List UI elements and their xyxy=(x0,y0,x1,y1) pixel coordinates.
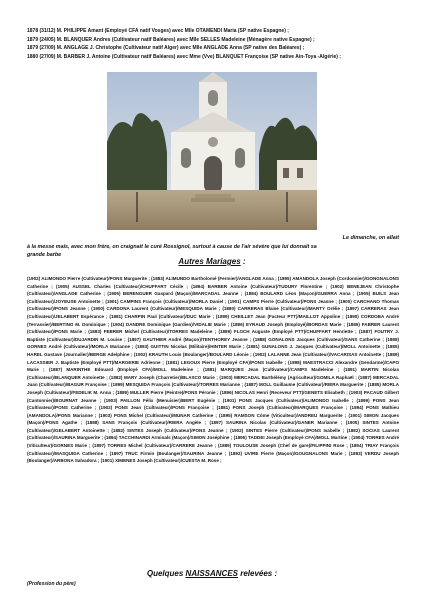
heading-suffix: relevées : xyxy=(238,569,278,578)
marriage-entry: 1880 (27/09) M. BARBER J. Antoine (Cultivateur natif Baléares) avec Mme (Vve) BLANQUET Françoise (SP native Ain-Toya -Algérie) ; xyxy=(27,53,341,60)
section-heading-births xyxy=(0,569,424,578)
heading-text: NAISSANCES xyxy=(185,569,238,578)
caption-line: Le dimanche, on allait xyxy=(342,235,399,241)
marriage-entry: 1879 (27/09) M. ANGLAGE J. Christophe (Cultivateur natif Alger) avec Mlle ANGLADE Anna (SP native des Baléares) ; xyxy=(27,45,305,52)
caption-line: à la messe mais, avec mon frère, on craignait le curé Rossignol, surtout à cause de l'air sévère que lui donnait sa xyxy=(27,243,317,250)
heading-prefix: Quelques xyxy=(146,569,186,578)
marriage-entry: 1878 (31/12) M. PHILIPPE Amant (Employé CFA natif Vosges) avec Mlle OTAMENDI Maria (SP native Espagne) ; xyxy=(27,28,289,34)
caption-line: grande barbe xyxy=(27,252,62,259)
photo-caption xyxy=(27,234,399,260)
births-note: (Profession du père) xyxy=(27,581,76,587)
church-photo-drawing xyxy=(107,72,317,230)
marriages-list: (1902) ALIMONDO Pierre (Cultivateur)/PONS Marguerite ; (1883) ALIMUNDO Bartholomé (Fermier)/ANGLADE Anna ; (1895) AMANDOLA Joseph (Cordonnier)/GONGNALONS Catherine ; (1905) AUSSEL Charles (Cultivateur)/CHUFFART Cécile ; (1894) BARBER Antoine (Cultivateur)/TUDURY Florentine ; (1902) BENEJEAN Christophe (Cultivateur)/ANGLADE Catherine ; (1905) BERENGUER Gaspard (Maçon)/MARCADAL Jeanne ; (1884) BOULARD Léon (Maçon)/GUERRA Anna ; (1905) BUILS Jean (Cultivateur)/JOYEUSE Antoinette ; (1901) CAMPINS François (Cultivateur)/MORLA Daniel ; (1901) CAMPS Pierre (Cultivateur)/PONS Jeanne ; (1900) CARCHANO Thomas (Cultivateur)/PONS Jeanne ; (1900) CARDONA Laurent (Cultivateur)/MESQUIDA Marie ; (1880) CARRERAS Blaise (Cultivateur)/MARTY Orélie ; (1897) CARRERAS Jean (Cultivateur)/JELABERT Espérance ; (1881) CHARPIN Paul (Cultivateur)/DUC Marie ; (1899) CHEILLET Jean (Facteur PTT)/MAILLOT Appoline ; (1890) CORDOBA André (Terrassier)/BERTINO M. Dominique ; (1904) DANDRE Dominique (Gardien)/VIDALIE Marie ; (1886) EYRAUD Joseph (Employé)/BORDAS Marie ; (1885) FABRER Laurent (Cultivateur)/PONS Marie ; (1883) FEBRER Michel (Cultivateur)/TORRES Madeleine ; (1889) FLOCH Auguste (Employé PTT)/CHUFFART Henriette ; (1887) FOUTRY J. Baptiste (Cultivateur)/DUJARDIN M. Louise ; (1897) GAUTHIER André (Maçon)/TENTHOREY Jeanne ; (1888) GONALONS Jacques (Cultivateur)/SANS Catherine ; (1888) GORNES André (Cultivateur)/MORLA Marianne ; (1893) GUITTIN Nicolas (Militaire)/HINTER Marie ; (1881) GUNALONS J. Jacques (Cultivateur)/MOLL Antoinette ; (1885) HAREL Gustave (Journalier)/BERGE Adelphine ; (1902) KRAUTH Louis (Boulanger)/BOULARD Léonie ; (1902) LALANNE Jean (Cultivateur)/VACARISAS Antoinette ; (1889) LACASSIER J. Baptiste (Employé PTT)/MARGERIE Adrienne ; (1881) LEGOUX Pierre (Employé CFA)/PONS Isabelle ; (1898) MAESTRACCI Alexandre (Gendarme)/CAPO Marie ; (1887) MARINTHE Edouard (Employé CFA)/MOLL Madeleine ; (1881) MARQUES Jean (Cultivateur)/CAMPS Madeleine ; (1891) MARTIN Nicolas (Cultivateur)/BLANQUER Antoinette ; (1882) MARY Joseph (Charretier)/BLASCO Marie ; (1903) MERCADAL Barthélémy (Agriculteur)/GOMILA Raphaël ; (1887) MERCADAL Juan (Cultivateur)/BAGUR Françoise ; (1899) MESQUIDA François (Cultivateur)/TORRES Marianne ; (1887) MOLL Guillaume (Cultivateur)/RIERA Marguerite ; (1885) MORLA Joseph (Cultivateur)/FEDELIK M. Anna ; (1889) MULLER Pierre (Peintre)/PONS Péronie ; (1896) NICOLAS Henri (Receveur PTT)/GENETS Elisabeth ; (1903) PACAUD Gilbert (Cantonnier)/BOURNAT Jeanne ; (1903) PAILLON Félix (Menuisier)/BERT Eugénie ; (1901) PONS Jacques (Cultivateur)/ALIMONDO Isabelle ; (1899) PONS Jean (Cultivateur)/PONS Catherine ; (1902) PONS Jean (Cultivateur)/PONS Françoise ; (1881) PONS Joseph (Cultivateur)/MARQUES Françoise ; (1894) PONS Mathieu (AMANDOLA)/PONS Marianne ; (1903) PONS Michel (Cultivateur)/MUNAR Catherine ; (1895) RAMSON Côme (Viticulteur)/ANDREU Marguerite ; (1901) SIMON Jacques (Maçon)/PONS Agathe ; (1888) SANS François (Cultivateur)/RIERA Angèle ; (1897) SAURINA Nicolas (Cultivateur)/GANER Marianne ; (1905) SINTES Antoine (Cultivateur)/GELABERT Antoinette ; (1882) SINTES Joseph (Cultivateur)/PONS Jeanne ; (1902) SINTES Pierre (Cultivateur)/PONS Isabelle ; (1882) SOCIAS Laurent (Cultivateur)/SAURINA Marguerite ; (1894) TACCHINARDI Arminals (Maçon)/SIMON Joséphine ; (1895) TADDEI Joseph (Employé CFA)/MOLL Martine ; (1904) TORRES André (Viticulteur)/GORNES Marie ; (1897) TORRES Michel (Cultivateur)/CARRERE Jeanne ; (1889) TOULOUSE Joseph (Chef de gare)/FILIPPINI Rose ; (1894) TRIAY François (Cultivateur)/MASQUIDA Catherine ; (1897) TRUC Firmin (Boulanger)/SAURINA Jeanne ; (1892) UVIRE Pierre (Maçon)/GOUGNALONS Marie ; (1883) VERDU Joseph (Boulanger)/ARBONA Salvadora ; (1901) XIMENES Joseph (Cultivateur)/CUESTA M. Rose ; xyxy=(27,276,399,464)
section-heading-marriages xyxy=(0,257,424,266)
church-photo xyxy=(107,72,317,230)
marriage-entry: 1879 (24/05) M. BLANQUER Andres (Cultivateur natif Baléares) avec Mlle SELLES Madeleine (Ménagère native Espagne) ; xyxy=(27,36,315,43)
heading-suffix: : xyxy=(240,257,246,266)
top-marriage-entries xyxy=(27,27,407,61)
heading-text: Autres Mariages xyxy=(178,257,241,266)
